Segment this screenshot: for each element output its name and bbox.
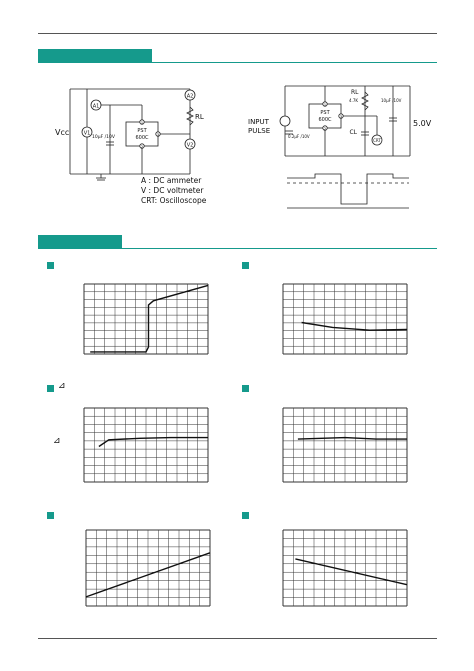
cl-label: CL (349, 129, 357, 136)
ic2-pin-1: 1 (323, 102, 327, 107)
section-header-circuits (38, 49, 152, 63)
graph-marker-1 (47, 262, 54, 269)
graph-marker-2 (242, 262, 249, 269)
graph-4 (283, 408, 407, 482)
section-header-line-2 (122, 248, 437, 249)
graph-3-plot (84, 408, 208, 482)
load-label: RL (195, 113, 204, 121)
load2-label: RL (351, 89, 359, 96)
section-header-characteristics (38, 235, 122, 249)
test-circuit-1 (50, 82, 250, 182)
top-rule (38, 33, 437, 34)
graph-3 (84, 408, 208, 482)
ic-label-2: 600C (135, 135, 149, 141)
pin-2: 2 (140, 144, 144, 149)
graph-marker-4 (242, 385, 249, 392)
section-header-line (152, 62, 437, 63)
legend-voltmeter: V : DC voltmeter (141, 186, 204, 195)
legend-ammeter: A : DC ammeter (141, 176, 202, 185)
crt-label: CRT (373, 138, 381, 143)
output-cap-label: 10µF /10V (381, 98, 402, 103)
cap-label: 10µF /10V (92, 135, 115, 140)
delta-axis-icon: ⊿ (53, 436, 61, 446)
graph-1 (84, 284, 208, 354)
ic-label-1: PST (137, 128, 147, 134)
graph-1-plot (84, 284, 208, 354)
input-pulse-label-1: INPUT (248, 118, 269, 126)
graph-marker-6 (242, 512, 249, 519)
load2-value: 4.7K (349, 98, 358, 103)
legend-oscilloscope: CRT: Oscilloscope (141, 196, 207, 205)
pin-3: 3 (156, 132, 160, 137)
input-pulse-label-2: PULSE (248, 127, 271, 135)
ic2-label-2: 600C (318, 117, 332, 123)
pin-1: 1 (140, 120, 144, 125)
characteristic-curve (302, 323, 407, 331)
input-cap-label: 0.2µF /10V (288, 134, 310, 139)
voltmeter-v1-label: V1 (83, 130, 91, 137)
ammeter-a2-label: A2 (186, 93, 194, 100)
characteristic-curve (90, 285, 208, 352)
graph-2-plot (283, 284, 407, 354)
delta-icon: ⊿ (58, 381, 66, 391)
ic2-pin-3: 3 (339, 114, 343, 119)
characteristic-curve (298, 438, 407, 440)
graph-6 (283, 530, 407, 606)
bottom-rule (38, 638, 437, 639)
graph-5 (86, 530, 210, 606)
ammeter-a1-label: A1 (92, 103, 100, 110)
characteristic-curve (99, 438, 208, 447)
voltmeter-v2-label: V2 (186, 142, 194, 149)
ic2-pin-2: 2 (323, 126, 327, 131)
vcc-label: Vcc (55, 128, 70, 137)
graph-marker-5 (47, 512, 54, 519)
instrument-legend (141, 176, 206, 206)
graph-5-plot (86, 530, 210, 606)
graph-4-plot (283, 408, 407, 482)
supply-label: 5.0V (413, 119, 432, 128)
graph-6-plot (283, 530, 407, 606)
test-circuit-2 (245, 76, 435, 216)
ic2-label-1: PST (320, 110, 330, 116)
graph-marker-3 (47, 385, 54, 392)
graph-2 (283, 284, 407, 354)
